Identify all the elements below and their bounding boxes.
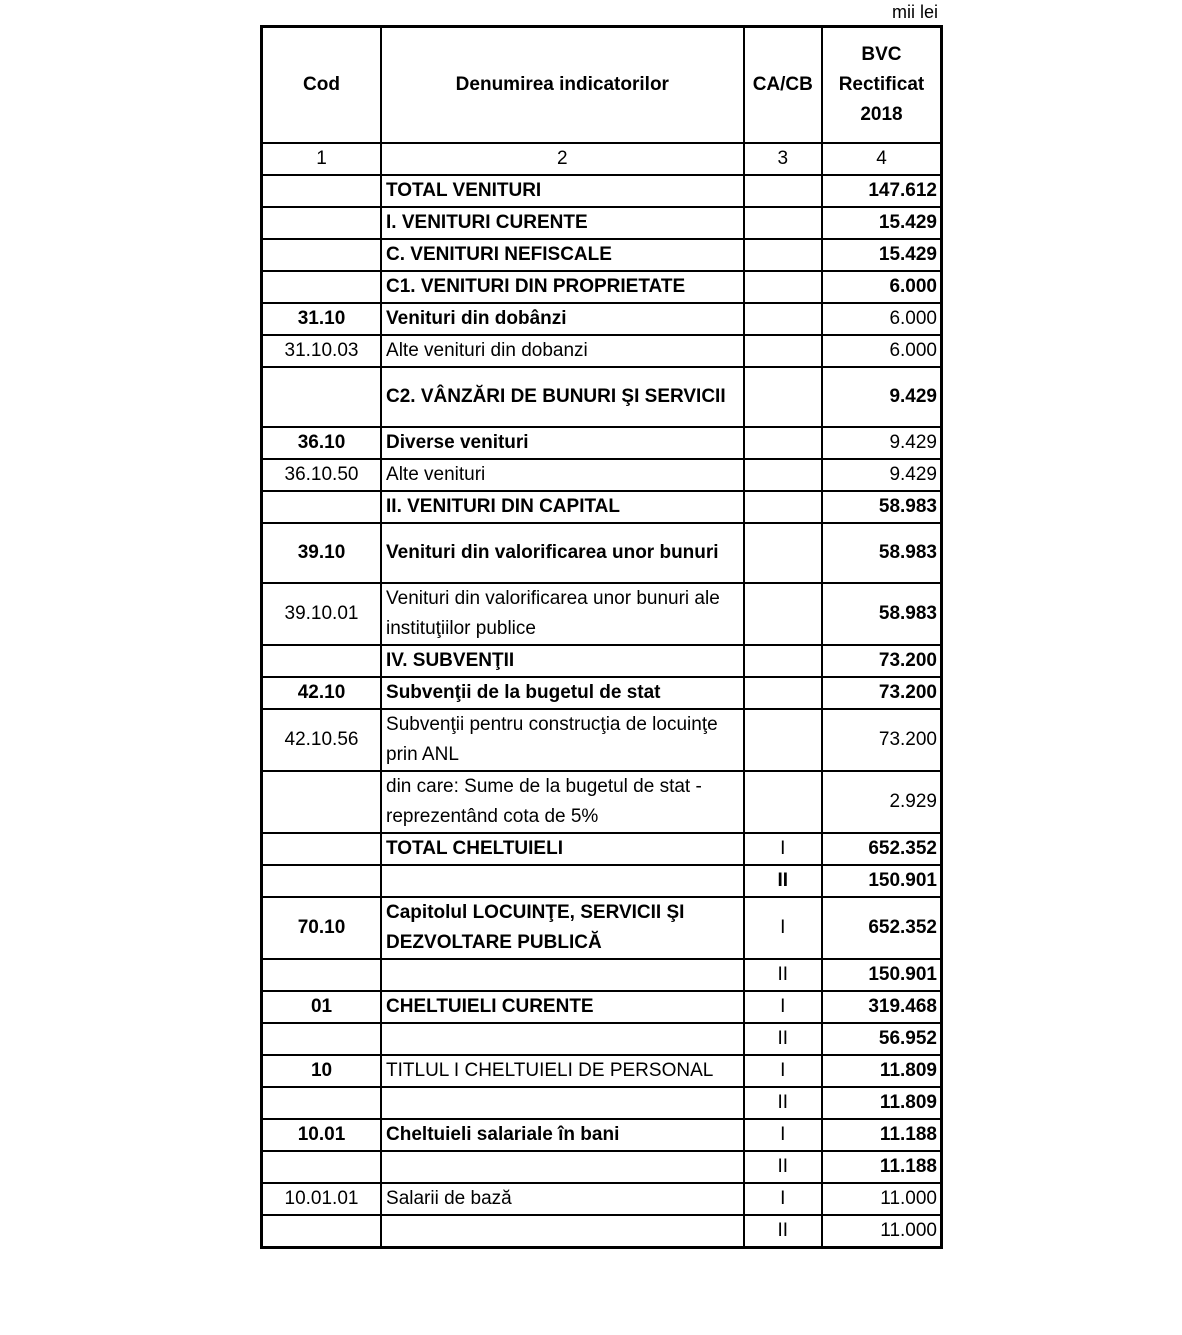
table-row	[262, 583, 942, 645]
row-ca-cb: II	[744, 865, 822, 897]
row-ca-cb	[744, 709, 822, 771]
row-name	[381, 865, 744, 897]
row-name: Diverse venituri	[381, 427, 744, 459]
row-name: Subvenţii pentru construcţia de locuinţe prin ANL	[381, 709, 744, 771]
row-code: 42.10	[262, 677, 382, 709]
column-number: 4	[822, 143, 942, 175]
column-number: 3	[744, 143, 822, 175]
row-code: 31.10	[262, 303, 382, 335]
row-name	[381, 1215, 744, 1248]
header-denumire: Denumirea indicatorilor	[381, 27, 744, 144]
row-name: din care: Sume de la bugetul de stat - reprezentând cota de 5%	[381, 771, 744, 833]
table-row	[262, 523, 942, 583]
row-ca-cb	[744, 645, 822, 677]
row-ca-cb: II	[744, 959, 822, 991]
row-value: 652.352	[822, 833, 942, 865]
row-name: C. VENITURI NEFISCALE	[381, 239, 744, 271]
table-row	[262, 959, 942, 991]
row-name	[381, 1087, 744, 1119]
column-number: 2	[381, 143, 744, 175]
table-row	[262, 175, 942, 207]
table-row	[262, 1215, 942, 1248]
row-ca-cb: I	[744, 1055, 822, 1087]
table-row	[262, 271, 942, 303]
row-value: 58.983	[822, 491, 942, 523]
table-row	[262, 367, 942, 427]
row-value: 6.000	[822, 303, 942, 335]
table-row	[262, 459, 942, 491]
row-value: 11.188	[822, 1151, 942, 1183]
table-row	[262, 645, 942, 677]
table-row	[262, 897, 942, 959]
row-name: IV. SUBVENŢII	[381, 645, 744, 677]
table-row	[262, 709, 942, 771]
row-ca-cb	[744, 677, 822, 709]
row-code: 10.01.01	[262, 1183, 382, 1215]
table-row	[262, 207, 942, 239]
row-code	[262, 271, 382, 303]
table-row	[262, 991, 942, 1023]
row-ca-cb	[744, 367, 822, 427]
row-value: 9.429	[822, 427, 942, 459]
row-ca-cb	[744, 207, 822, 239]
row-name: Salarii de bază	[381, 1183, 744, 1215]
row-value: 58.983	[822, 523, 942, 583]
row-ca-cb	[744, 459, 822, 491]
row-value: 11.188	[822, 1119, 942, 1151]
row-name: CHELTUIELI CURENTE	[381, 991, 744, 1023]
row-code: 39.10.01	[262, 583, 382, 645]
row-value: 15.429	[822, 239, 942, 271]
row-code: 01	[262, 991, 382, 1023]
row-value: 9.429	[822, 367, 942, 427]
table-row	[262, 239, 942, 271]
table-row	[262, 1151, 942, 1183]
row-code	[262, 367, 382, 427]
row-ca-cb	[744, 427, 822, 459]
row-ca-cb: I	[744, 833, 822, 865]
row-code: 39.10	[262, 523, 382, 583]
row-value: 11.809	[822, 1055, 942, 1087]
row-code	[262, 645, 382, 677]
row-ca-cb	[744, 583, 822, 645]
row-value: 73.200	[822, 677, 942, 709]
row-ca-cb	[744, 271, 822, 303]
table-row	[262, 1087, 942, 1119]
table-row	[262, 771, 942, 833]
row-name: II. VENITURI DIN CAPITAL	[381, 491, 744, 523]
row-code: 70.10	[262, 897, 382, 959]
row-ca-cb	[744, 523, 822, 583]
row-value: 6.000	[822, 335, 942, 367]
row-value: 15.429	[822, 207, 942, 239]
column-number: 1	[262, 143, 382, 175]
header-bvc: BVC Rectificat 2018	[822, 27, 942, 144]
row-ca-cb: I	[744, 1183, 822, 1215]
row-value: 11.809	[822, 1087, 942, 1119]
table-row	[262, 491, 942, 523]
column-number-row	[262, 143, 942, 175]
row-value: 73.200	[822, 709, 942, 771]
row-value: 73.200	[822, 645, 942, 677]
header-row	[262, 27, 942, 144]
row-value: 56.952	[822, 1023, 942, 1055]
row-code: 42.10.56	[262, 709, 382, 771]
row-value: 11.000	[822, 1183, 942, 1215]
row-ca-cb: I	[744, 1119, 822, 1151]
row-ca-cb	[744, 239, 822, 271]
row-ca-cb	[744, 491, 822, 523]
row-value: 11.000	[822, 1215, 942, 1248]
row-name: C1. VENITURI DIN PROPRIETATE	[381, 271, 744, 303]
row-ca-cb	[744, 771, 822, 833]
header-cod: Cod	[262, 27, 382, 144]
row-name	[381, 1023, 744, 1055]
row-code	[262, 207, 382, 239]
row-code	[262, 771, 382, 833]
row-code	[262, 865, 382, 897]
row-ca-cb: II	[744, 1087, 822, 1119]
row-code	[262, 175, 382, 207]
table-row	[262, 427, 942, 459]
row-code	[262, 959, 382, 991]
row-code	[262, 239, 382, 271]
budget-table	[260, 25, 943, 1249]
row-value: 150.901	[822, 865, 942, 897]
row-name: Subvenţii de la bugetul de stat	[381, 677, 744, 709]
row-name: C2. VÂNZĂRI DE BUNURI ŞI SERVICII	[381, 367, 744, 427]
row-ca-cb: I	[744, 991, 822, 1023]
row-name: Venituri din dobânzi	[381, 303, 744, 335]
table-row	[262, 833, 942, 865]
table-row	[262, 303, 942, 335]
row-ca-cb	[744, 303, 822, 335]
row-name: Alte venituri din dobanzi	[381, 335, 744, 367]
row-ca-cb: II	[744, 1151, 822, 1183]
row-ca-cb	[744, 335, 822, 367]
row-value: 319.468	[822, 991, 942, 1023]
row-name	[381, 1151, 744, 1183]
row-code	[262, 1215, 382, 1248]
row-value: 9.429	[822, 459, 942, 491]
row-value: 147.612	[822, 175, 942, 207]
row-code: 36.10.50	[262, 459, 382, 491]
row-ca-cb	[744, 175, 822, 207]
row-code: 10.01	[262, 1119, 382, 1151]
table-row	[262, 1119, 942, 1151]
row-code: 31.10.03	[262, 335, 382, 367]
row-code	[262, 833, 382, 865]
row-code	[262, 491, 382, 523]
row-code: 36.10	[262, 427, 382, 459]
row-name: Venituri din valorificarea unor bunuri ale instituţiilor publice	[381, 583, 744, 645]
row-ca-cb: II	[744, 1215, 822, 1248]
table-row	[262, 677, 942, 709]
table-row	[262, 1183, 942, 1215]
row-value: 2.929	[822, 771, 942, 833]
table-row	[262, 1055, 942, 1087]
row-value: 652.352	[822, 897, 942, 959]
row-name: Venituri din valorificarea unor bunuri	[381, 523, 744, 583]
row-value: 58.983	[822, 583, 942, 645]
unit-label: mii lei	[891, 2, 938, 22]
row-name: TOTAL VENITURI	[381, 175, 744, 207]
row-name: TITLUL I CHELTUIELI DE PERSONAL	[381, 1055, 744, 1087]
row-name: Alte venituri	[381, 459, 744, 491]
row-name: I. VENITURI CURENTE	[381, 207, 744, 239]
table-row	[262, 865, 942, 897]
row-value: 6.000	[822, 271, 942, 303]
row-name: TOTAL CHELTUIELI	[381, 833, 744, 865]
table-row	[262, 335, 942, 367]
row-ca-cb: II	[744, 1023, 822, 1055]
row-name: Capitolul LOCUINŢE, SERVICII ŞI DEZVOLTARE PUBLICĂ	[381, 897, 744, 959]
row-value: 150.901	[822, 959, 942, 991]
row-code	[262, 1087, 382, 1119]
row-code	[262, 1023, 382, 1055]
header-ca-cb: CA/CB	[744, 27, 822, 144]
row-code	[262, 1151, 382, 1183]
row-name: Cheltuieli salariale în bani	[381, 1119, 744, 1151]
row-name	[381, 959, 744, 991]
row-ca-cb: I	[744, 897, 822, 959]
row-code: 10	[262, 1055, 382, 1087]
table-row	[262, 1023, 942, 1055]
